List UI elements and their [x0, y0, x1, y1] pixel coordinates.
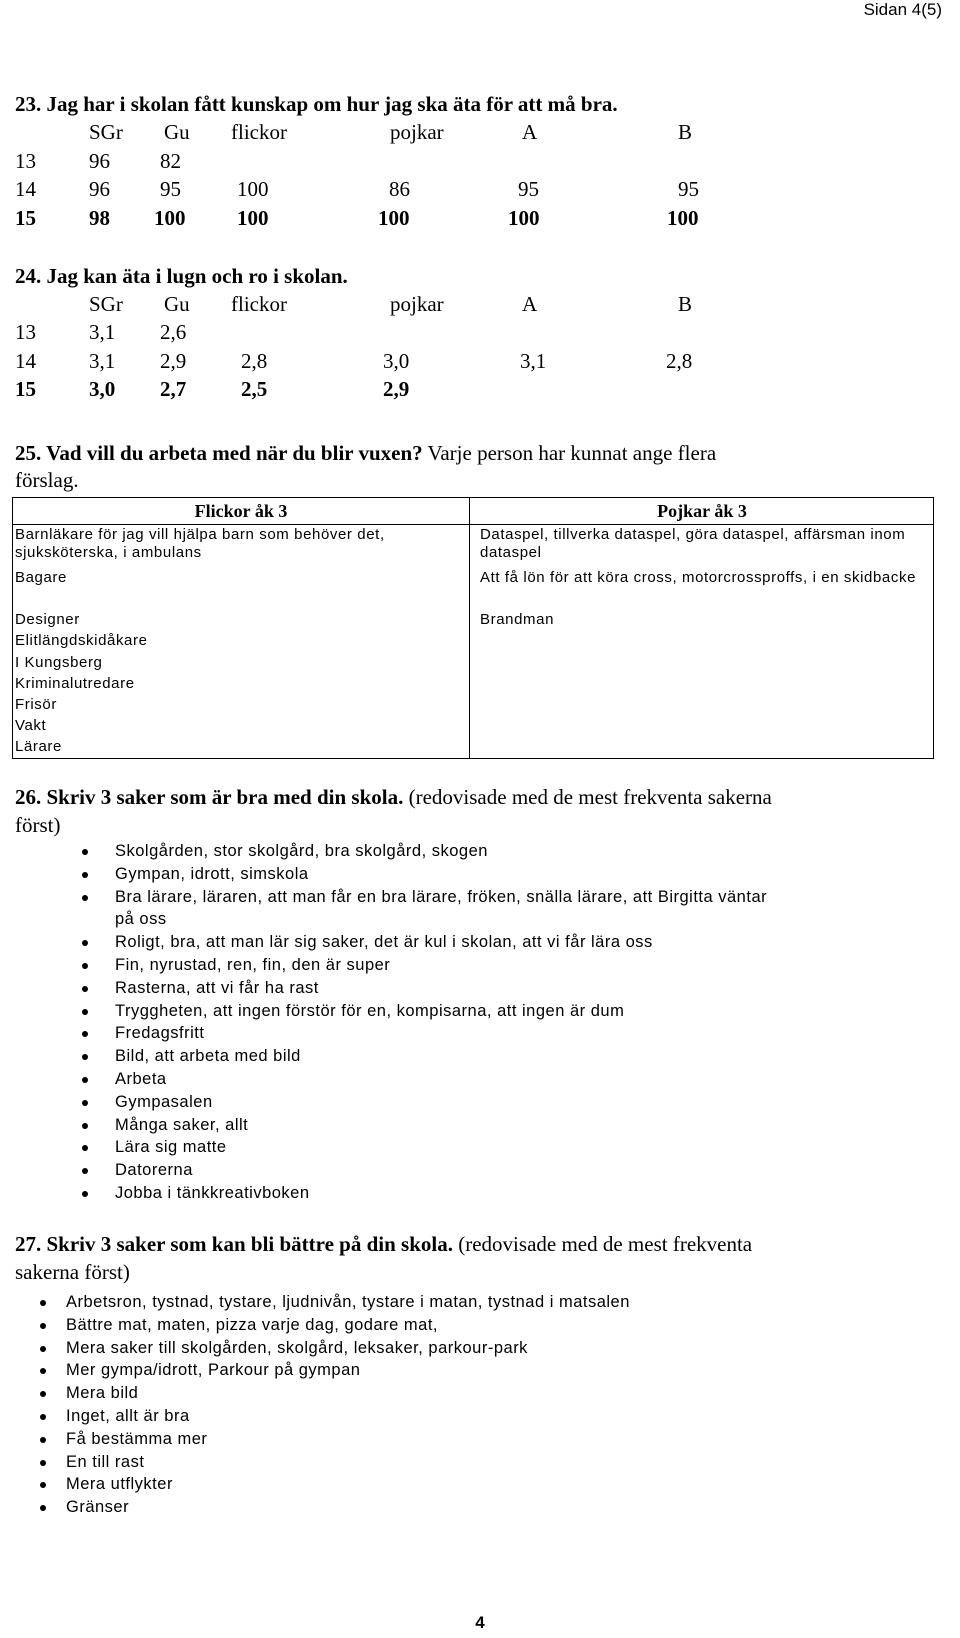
girls-job-2: Bagare: [15, 569, 67, 586]
cell: 13: [15, 320, 36, 344]
list-item: [66, 1451, 926, 1474]
q24-title: 24. Jag kan äta i lugn och ro i skolan.: [15, 264, 348, 288]
cell: 100: [378, 206, 410, 230]
col-b: B: [678, 120, 693, 144]
boys-job-2: Att få lön för att köra cross, motorcrossproffs, i en skidbacke: [480, 569, 917, 586]
cell: 2,5: [241, 377, 268, 401]
girls-job-5: I Kungsberg: [15, 654, 103, 671]
col-a: A: [522, 292, 538, 316]
list-item-text: Bra lärare, läraren, att man får en bra lärare, fröken, snälla lärare, att Birgitta väntar: [115, 887, 768, 906]
list-item: [115, 1182, 935, 1205]
cell: 3,1: [89, 320, 116, 344]
q23-row-14: [15, 177, 915, 207]
bullet-icon: [40, 1391, 46, 1397]
list-item-text: Jobba i tänkkreativboken: [115, 1183, 310, 1202]
q25-title: [15, 441, 716, 466]
list-item-text: Mera utflykter: [66, 1475, 173, 1494]
list-item-text: Tryggheten, att ingen förstör för en, kompisarna, att ingen är dum: [115, 1001, 625, 1020]
list-item: [66, 1359, 926, 1382]
bullet-icon: [82, 1077, 88, 1083]
page-header: Sidan 4(5): [863, 0, 942, 19]
list-item-text: Få bestämma mer: [66, 1429, 208, 1448]
cell: 15: [15, 206, 36, 230]
q26-title: [15, 785, 772, 810]
list-item: [115, 977, 935, 1000]
col-gu: Gu: [164, 292, 190, 316]
list-item-text: Arbeta: [115, 1069, 167, 1088]
col-flickor: flickor: [231, 292, 287, 316]
cell: 100: [508, 206, 540, 230]
q25-title-line2: förslag.: [15, 468, 79, 492]
header-divider: [13, 524, 933, 525]
bullet-icon: [40, 1300, 46, 1306]
cell: 100: [237, 177, 269, 201]
list-item: [115, 1068, 935, 1091]
col-b: B: [678, 292, 693, 316]
list-item: [115, 954, 935, 977]
col-pojkar: pojkar: [390, 120, 444, 144]
list-item: [66, 1496, 926, 1519]
page-number: 4: [475, 1613, 485, 1632]
cell: 95: [160, 177, 181, 201]
list-item: [66, 1405, 926, 1428]
bullet-icon: [82, 895, 88, 901]
col-gu: Gu: [164, 120, 190, 144]
q23-title: 23. Jag har i skolan fått kunskap om hur jag ska äta för att må bra.: [15, 92, 618, 116]
cell: 13: [15, 149, 36, 173]
bullet-icon: [40, 1323, 46, 1329]
list-item: [66, 1428, 926, 1451]
boys-job-1: Dataspel, tillverka dataspel, göra dataspel, affärsman inom dataspel: [480, 526, 906, 561]
q24-row-14: [15, 349, 915, 379]
q26-title-line2: först): [15, 813, 61, 837]
list-item-text: Bättre mat, maten, pizza varje dag, godare mat,: [66, 1315, 439, 1334]
column-divider: [469, 498, 470, 758]
q26-title-bold: 26. Skriv 3 saker som är bra med din skola.: [15, 785, 404, 809]
bullet-icon: [82, 849, 88, 855]
q24-header-row: [15, 292, 915, 322]
col-sgr: SGr: [89, 120, 123, 144]
q27-title: [15, 1232, 752, 1257]
list-item: [115, 1091, 935, 1114]
cell: 95: [678, 177, 699, 201]
list-item: [115, 886, 935, 909]
bullet-icon: [82, 872, 88, 878]
list-item: [115, 1136, 935, 1159]
cell: 2,8: [666, 349, 693, 373]
q26-list: [115, 840, 935, 1205]
list-item-text: Lära sig matte: [115, 1138, 227, 1157]
cell: 100: [154, 206, 186, 230]
bullet-icon: [82, 1123, 88, 1129]
cell: 98: [89, 206, 110, 230]
q23-header-row: [15, 120, 915, 150]
q25-title-bold: 25. Vad vill du arbeta med när du blir vuxen?: [15, 441, 423, 465]
list-item-text: Bild, att arbeta med bild: [115, 1047, 301, 1066]
bullet-icon: [40, 1482, 46, 1488]
list-item-text: Mera saker till skolgården, skolgård, leksaker, parkour-park: [66, 1338, 528, 1357]
girls-job-4: Elitlängdskidåkare: [15, 632, 148, 649]
list-item: [115, 863, 935, 886]
cell: 2,8: [241, 349, 268, 373]
list-item: [115, 1045, 935, 1068]
bullet-icon: [40, 1346, 46, 1352]
bullet-icon: [82, 1031, 88, 1037]
list-item-text: Mera bild: [66, 1384, 139, 1403]
q23-row-15: [15, 206, 915, 236]
q27-title-rest: (redovisade med de mest frekventa: [453, 1232, 753, 1256]
q27-title-bold: 27. Skriv 3 saker som kan bli bättre på din skola.: [15, 1232, 453, 1256]
girls-job-8: Vakt: [15, 717, 47, 734]
col-sgr: SGr: [89, 292, 123, 316]
girls-job-6: Kriminalutredare: [15, 675, 135, 692]
list-item: [115, 931, 935, 954]
list-item: [115, 1000, 935, 1023]
cell: 82: [160, 149, 181, 173]
bullet-icon: [40, 1505, 46, 1511]
cell: 14: [15, 349, 36, 373]
cell: 2,9: [383, 377, 410, 401]
girls-job-9: Lärare: [15, 738, 62, 755]
q27-title-line2: sakerna först): [15, 1260, 130, 1284]
cell: 100: [237, 206, 269, 230]
col-header-boys: Pojkar åk 3: [657, 501, 747, 521]
bullet-icon: [82, 963, 88, 969]
bullet-icon: [40, 1414, 46, 1420]
cell: 96: [89, 149, 110, 173]
list-item-text: Många saker, allt: [115, 1115, 249, 1134]
girls-job-7: Frisör: [15, 696, 57, 713]
bullet-icon: [40, 1368, 46, 1374]
bullet-icon: [40, 1437, 46, 1443]
list-item-text: Skolgården, stor skolgård, bra skolgård, skogen: [115, 842, 488, 860]
bullet-icon: [82, 1145, 88, 1151]
list-item-text: Datorerna: [115, 1161, 193, 1180]
list-item-continuation: [115, 908, 935, 931]
list-item-text: Roligt, bra, att man lär sig saker, det är kul i skolan, att vi får lära oss: [115, 933, 653, 952]
list-item: [115, 1114, 935, 1137]
list-item-text: Gränser: [66, 1498, 130, 1517]
cell: 96: [89, 177, 110, 201]
bullet-icon: [40, 1460, 46, 1466]
jobs-table: [12, 497, 934, 759]
q23-row-13: [15, 149, 915, 179]
cell: 3,1: [520, 349, 547, 373]
cell: 100: [667, 206, 699, 230]
list-item-text: Fredagsfritt: [115, 1024, 205, 1043]
list-item: [66, 1473, 926, 1496]
bullet-icon: [82, 1100, 88, 1106]
q24-row-13: [15, 320, 915, 350]
list-item: [115, 1022, 935, 1045]
list-item: [115, 1159, 935, 1182]
q25-title-rest: Varje person har kunnat ange flera: [422, 441, 717, 465]
bullet-icon: [82, 1009, 88, 1015]
cell: 2,7: [160, 377, 187, 401]
cell: 15: [15, 377, 36, 401]
bullet-icon: [82, 986, 88, 992]
cell: 2,9: [160, 349, 187, 373]
list-item: [66, 1291, 926, 1314]
list-item: [66, 1337, 926, 1360]
cell: 3,0: [383, 349, 410, 373]
list-item-text: Inget, allt är bra: [66, 1406, 190, 1425]
list-item: [66, 1382, 926, 1405]
bullet-icon: [82, 1168, 88, 1174]
list-item-text: Fin, nyrustad, ren, fin, den är super: [115, 955, 391, 974]
list-item-text: på oss: [115, 910, 167, 929]
list-item-text: Arbetsron, tystnad, tystare, ljudnivån, tystare i matan, tystnad i matsalen: [66, 1293, 630, 1311]
list-item-text: Rasterna, att vi får ha rast: [115, 978, 319, 997]
girls-job-1: Barnläkare för jag vill hjälpa barn som behöver det, sjuksköterska, i ambulans: [15, 526, 385, 561]
cell: 86: [389, 177, 410, 201]
girls-job-3: Designer: [15, 611, 80, 628]
bullet-icon: [82, 940, 88, 946]
list-item-text: En till rast: [66, 1452, 145, 1471]
col-pojkar: pojkar: [390, 292, 444, 316]
col-header-girls: Flickor åk 3: [194, 501, 288, 521]
cell: 95: [518, 177, 539, 201]
q24-row-15: [15, 377, 915, 407]
bullet-icon: [82, 1054, 88, 1060]
list-item-text: Gympan, idrott, simskola: [115, 864, 309, 883]
list-item-text: Mer gympa/idrott, Parkour på gympan: [66, 1361, 361, 1380]
col-flickor: flickor: [231, 120, 287, 144]
list-item: [66, 1314, 926, 1337]
bullet-icon: [82, 1191, 88, 1197]
q26-title-rest: (redovisade med de mest frekventa sakerna: [403, 785, 772, 809]
list-item: [115, 840, 935, 863]
cell: 3,0: [89, 377, 116, 401]
cell: 14: [15, 177, 36, 201]
cell: 3,1: [89, 349, 116, 373]
col-a: A: [522, 120, 538, 144]
cell: 2,6: [160, 320, 187, 344]
boys-job-3: Brandman: [480, 611, 555, 628]
list-item-text: Gympasalen: [115, 1092, 213, 1111]
q27-list: [66, 1291, 926, 1519]
